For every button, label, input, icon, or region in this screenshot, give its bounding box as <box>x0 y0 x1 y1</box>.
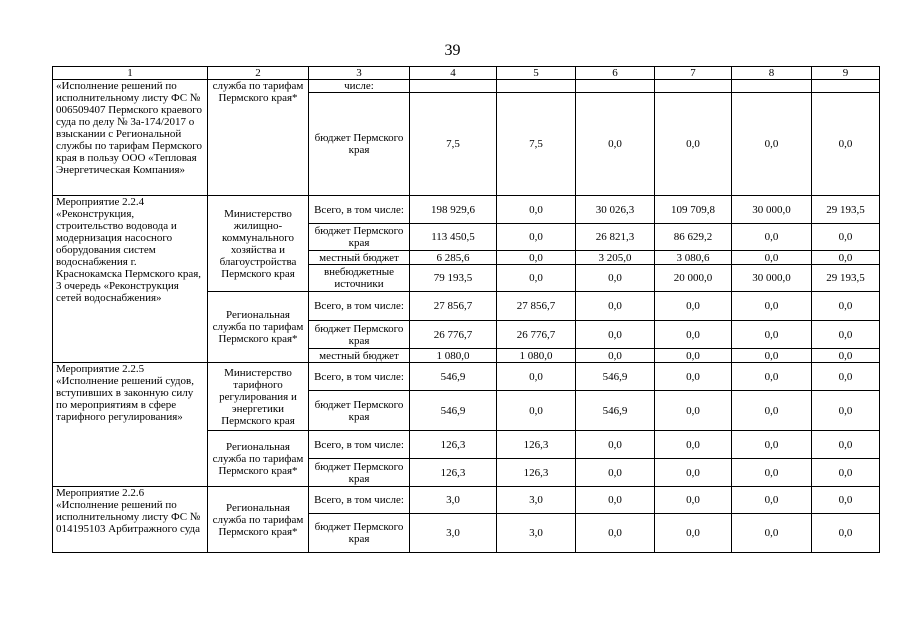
value-cell: 7,5 <box>497 93 576 196</box>
value-cell: 0,0 <box>732 251 812 265</box>
value-cell: 0,0 <box>655 514 732 553</box>
value-cell: 0,0 <box>576 459 655 487</box>
executor-cell: Региональная служба по тарифам Пермского края* <box>208 292 309 363</box>
value-cell: 3 205,0 <box>576 251 655 265</box>
value-cell: 26 776,7 <box>497 321 576 349</box>
value-cell: 3,0 <box>410 514 497 553</box>
value-cell: 109 709,8 <box>655 196 732 224</box>
value-cell: 0,0 <box>732 349 812 363</box>
value-cell: 0,0 <box>812 487 880 514</box>
value-cell: 113 450,5 <box>410 224 497 251</box>
column-header: 8 <box>732 67 812 80</box>
value-cell: 0,0 <box>732 363 812 391</box>
value-cell: 0,0 <box>655 459 732 487</box>
source-label: Всего, в том числе: <box>309 487 410 514</box>
executor-cell: Министерство жилищно-коммунального хозяйства и благоустройства Пермского края <box>208 196 309 292</box>
value-cell: 0,0 <box>812 459 880 487</box>
value-cell: 0,0 <box>732 224 812 251</box>
value-cell: 546,9 <box>410 363 497 391</box>
value-cell: 0,0 <box>812 514 880 553</box>
source-label: Всего, в том числе: <box>309 292 410 321</box>
value-cell: 0,0 <box>576 321 655 349</box>
value-cell: 0,0 <box>655 349 732 363</box>
value-cell: 20 000,0 <box>655 265 732 292</box>
column-header: 5 <box>497 67 576 80</box>
source-label: бюджет Пермского края <box>309 459 410 487</box>
table-row <box>53 363 880 391</box>
value-cell: 7,5 <box>410 93 497 196</box>
value-cell: 0,0 <box>812 431 880 459</box>
value-cell: 3,0 <box>497 514 576 553</box>
source-label: Всего, в том числе: <box>309 363 410 391</box>
column-header: 2 <box>208 67 309 80</box>
value-cell: 0,0 <box>812 349 880 363</box>
page-number: 39 <box>444 42 461 59</box>
budget-table <box>52 66 880 553</box>
value-cell: 30 000,0 <box>732 265 812 292</box>
value-cell: 0,0 <box>497 196 576 224</box>
source-label: Всего, в том числе: <box>309 431 410 459</box>
column-header: 7 <box>655 67 732 80</box>
source-label: бюджет Пермского края <box>309 391 410 431</box>
value-cell: 0,0 <box>655 93 732 196</box>
value-cell: 29 193,5 <box>812 265 880 292</box>
measure-description: Мероприятие 2.2.4 «Реконструкция, строительство водовода и модернизация насосного оборудования систем водоснабжения г. Краснокамска Пермского края, 3 очередь «Реконструкция сетей водоснабжения» <box>53 196 208 363</box>
value-cell: 0,0 <box>576 514 655 553</box>
value-cell: 0,0 <box>655 292 732 321</box>
value-cell: 0,0 <box>497 391 576 431</box>
column-header: 6 <box>576 67 655 80</box>
value-cell: 0,0 <box>655 431 732 459</box>
value-cell: 126,3 <box>410 459 497 487</box>
measure-description: Мероприятие 2.2.6 «Исполнение решений по исполнительному листу ФС № 014195103 Арбитражного суда <box>53 487 208 553</box>
source-label: бюджет Пермского края <box>309 93 410 196</box>
source-label: бюджет Пермского края <box>309 321 410 349</box>
value-cell: 0,0 <box>732 431 812 459</box>
executor-cell: Региональная служба по тарифам Пермского края* <box>208 431 309 487</box>
value-cell: 0,0 <box>732 487 812 514</box>
value-cell: 3,0 <box>497 487 576 514</box>
value-cell: 0,0 <box>812 93 880 196</box>
value-cell: 0,0 <box>576 349 655 363</box>
value-cell: 0,0 <box>497 265 576 292</box>
value-cell: 86 629,2 <box>655 224 732 251</box>
value-cell: 0,0 <box>655 363 732 391</box>
source-label: местный бюджет <box>309 251 410 265</box>
source-label: внебюджетные источники <box>309 265 410 292</box>
value-cell: 0,0 <box>576 431 655 459</box>
value-cell: 0,0 <box>655 391 732 431</box>
value-cell: 0,0 <box>576 292 655 321</box>
value-cell: 0,0 <box>812 363 880 391</box>
value-cell: 27 856,7 <box>497 292 576 321</box>
column-header: 3 <box>309 67 410 80</box>
measure-description: «Исполнение решений по исполнительному листу ФС № 006509407 Пермского краевого суда по делу № 3а-174/2017 о взыскании с Региональной службы по тарифам Пермского края в пользу ООО «Тепловая Энергетическая Компания» <box>53 80 208 196</box>
value-cell: 0,0 <box>732 321 812 349</box>
value-cell: 546,9 <box>576 363 655 391</box>
value-cell: 0,0 <box>655 487 732 514</box>
value-cell: 546,9 <box>410 391 497 431</box>
column-header: 9 <box>812 67 880 80</box>
value-cell: 0,0 <box>497 224 576 251</box>
value-cell: 0,0 <box>732 391 812 431</box>
value-cell: 0,0 <box>497 251 576 265</box>
value-cell: 126,3 <box>497 459 576 487</box>
value-cell: 0,0 <box>812 251 880 265</box>
value-cell: 0,0 <box>732 93 812 196</box>
source-label: числе: <box>309 80 410 93</box>
value-cell: 6 285,6 <box>410 251 497 265</box>
value-cell: 3,0 <box>410 487 497 514</box>
table-row <box>53 487 880 514</box>
value-cell: 0,0 <box>732 514 812 553</box>
executor-cell: Региональная служба по тарифам Пермского края* <box>208 487 309 553</box>
value-cell: 0,0 <box>576 93 655 196</box>
source-label: бюджет Пермского края <box>309 224 410 251</box>
source-label: Всего, в том числе: <box>309 196 410 224</box>
value-cell: 29 193,5 <box>812 196 880 224</box>
value-cell: 26 776,7 <box>410 321 497 349</box>
column-number-row <box>53 67 880 80</box>
value-cell: 546,9 <box>576 391 655 431</box>
table-row <box>53 196 880 224</box>
value-cell: 30 026,3 <box>576 196 655 224</box>
value-cell: 0,0 <box>812 292 880 321</box>
value-cell: 0,0 <box>576 487 655 514</box>
value-cell: 26 821,3 <box>576 224 655 251</box>
value-cell: 198 929,6 <box>410 196 497 224</box>
executor-cell: служба по тарифам Пермского края* <box>208 80 309 196</box>
column-header: 1 <box>53 67 208 80</box>
column-header: 4 <box>410 67 497 80</box>
value-cell: 0,0 <box>655 321 732 349</box>
measure-description: Мероприятие 2.2.5 «Исполнение решений судов, вступивших в законную силу по мероприятиям в сфере тарифного регулирования» <box>53 363 208 487</box>
value-cell: 0,0 <box>732 459 812 487</box>
value-cell: 0,0 <box>812 321 880 349</box>
value-cell: 126,3 <box>497 431 576 459</box>
value-cell: 30 000,0 <box>732 196 812 224</box>
value-cell: 0,0 <box>812 224 880 251</box>
value-cell: 0,0 <box>497 363 576 391</box>
value-cell: 0,0 <box>812 391 880 431</box>
table-row <box>53 80 880 93</box>
executor-cell: Министерство тарифного регулирования и энергетики Пермского края <box>208 363 309 431</box>
value-cell: 0,0 <box>732 292 812 321</box>
value-cell: 126,3 <box>410 431 497 459</box>
source-label: местный бюджет <box>309 349 410 363</box>
value-cell: 1 080,0 <box>497 349 576 363</box>
source-label: бюджет Пермского края <box>309 514 410 553</box>
value-cell: 1 080,0 <box>410 349 497 363</box>
value-cell: 0,0 <box>576 265 655 292</box>
value-cell: 79 193,5 <box>410 265 497 292</box>
value-cell: 27 856,7 <box>410 292 497 321</box>
value-cell: 3 080,6 <box>655 251 732 265</box>
